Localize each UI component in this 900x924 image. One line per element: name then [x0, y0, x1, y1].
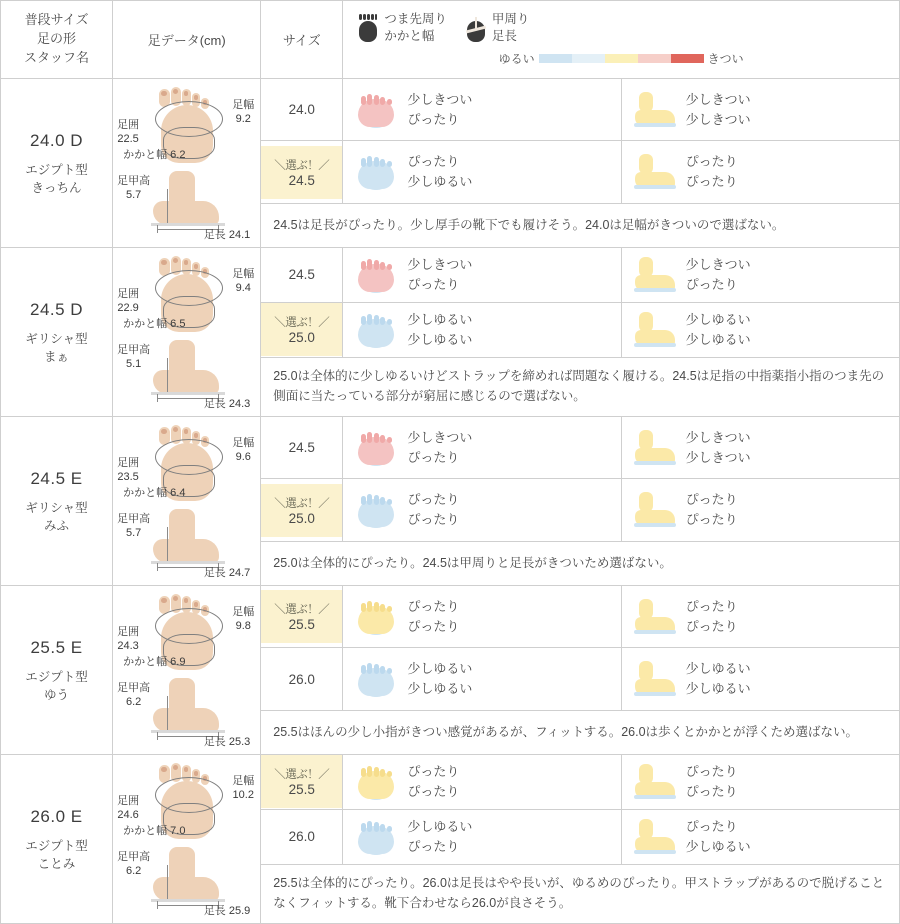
fit-rating-line-2: 少しきつい	[685, 449, 751, 465]
fit-rating-line-2: 少しゆるい	[407, 331, 473, 347]
staff-cell	[1, 248, 113, 417]
fit-foot-top-icon	[353, 597, 399, 637]
comment-cell	[261, 203, 900, 247]
fit-rating-cell-left	[343, 755, 620, 808]
trial-size-value: 26.0	[288, 829, 315, 845]
pick-flag: ＼選ぶ！／	[274, 604, 330, 617]
fit-cell-second-left	[343, 648, 621, 710]
fit-cell-first-right	[621, 248, 899, 303]
fit-cell-first-right	[621, 755, 899, 810]
fit-cell-first-left	[343, 248, 621, 303]
fit-rating-line-2: ぴったり	[685, 512, 738, 528]
instep-height-label: 足甲高 5.7	[117, 513, 151, 539]
size-cell-first	[261, 248, 343, 303]
fit-rating-line-1: ぴったり	[407, 153, 460, 169]
heel-width-label: かかと幅 7.0	[123, 825, 186, 837]
foot-data-cell	[113, 417, 261, 586]
staff-comment: 25.0は全体的にぴったり。24.5は甲周りと足長がきついため選ばない。	[273, 555, 672, 570]
header-legend-cell	[343, 1, 900, 79]
size-cell-second	[261, 141, 343, 203]
fit-cell-second-left	[343, 479, 621, 541]
fit-cell-first-left	[343, 79, 621, 141]
fit-cell-first-right	[621, 79, 899, 141]
staff-name: ことみ	[37, 857, 76, 872]
table-header-row	[1, 1, 900, 79]
fit-rating-line-2: 少しきつい	[685, 111, 751, 127]
fit-rating-line-2: 少しゆるい	[685, 331, 751, 347]
trial-size-cell	[261, 484, 342, 537]
size-cell-first	[261, 417, 343, 479]
foot-width-label: 足幅 9.6	[232, 437, 255, 463]
fit-foot-top-icon	[353, 659, 399, 699]
fit-rating-line-1: ぴったり	[685, 153, 738, 169]
staff-foot-type: エジプト型	[25, 838, 88, 853]
foot-data-figure	[113, 248, 260, 416]
legend-label-instep-girth: 甲周り	[491, 12, 530, 27]
foot-length-label: 足長 24.3	[203, 398, 251, 411]
fit-foot-top-icon	[353, 310, 399, 350]
fit-rating-line-2: ぴったり	[407, 449, 460, 465]
foot-data-figure	[113, 755, 260, 923]
fit-rating-line-1: ぴったり	[685, 763, 738, 779]
heel-width-label: かかと幅 6.2	[123, 149, 186, 161]
fit-sandal-side-icon	[632, 310, 678, 350]
size-cell-first	[261, 755, 343, 810]
header-footdata-label: 足データ(cm)	[147, 33, 226, 48]
foot-length-label: 足長 25.9	[203, 905, 251, 918]
fit-rating-line-1: 少しゆるい	[407, 660, 473, 676]
foot-width-label: 足幅 9.8	[232, 606, 255, 632]
staff-cell	[1, 586, 113, 755]
fit-cell-first-right	[621, 417, 899, 479]
fit-cell-first-right	[621, 586, 899, 648]
trial-size-cell	[261, 248, 342, 301]
header-staff-line-2: 足の形	[37, 31, 77, 47]
fit-rating-line-2: ぴったり	[407, 838, 460, 854]
foot-data-cell	[113, 248, 261, 417]
fit-sandal-side-icon	[632, 762, 678, 802]
fit-cell-second-left	[343, 141, 621, 203]
fit-cell-second-right	[621, 479, 899, 541]
staff-name: みふ	[44, 519, 70, 534]
instep-height-label: 足甲高 6.2	[117, 851, 151, 877]
size-cell-second	[261, 479, 343, 541]
fit-rating-line-2: 少しゆるい	[685, 838, 751, 854]
fit-foot-top-icon	[353, 817, 399, 857]
fit-rating-cell-left	[343, 146, 620, 199]
trial-size-value: 25.0	[288, 510, 315, 526]
staff-comment: 25.0は全体的に少しゆるいけどストラップを締めれば問題なく履ける。24.5は足指の中指薬指小指のつま先の側面に当たっている部分が窮屈に感じるので選ばない。	[273, 369, 885, 404]
fit-rating-line-1: 少しきつい	[685, 256, 751, 272]
trial-size-value: 24.5	[288, 440, 315, 456]
heel-width-label: かかと幅 6.5	[123, 318, 186, 330]
trial-size-value: 25.5	[288, 617, 315, 633]
fit-rating-cell-right	[622, 484, 899, 537]
fit-rating-line-1: 少しゆるい	[407, 311, 473, 327]
comment-cell	[261, 864, 900, 923]
fit-rating-cell-right	[622, 146, 899, 199]
fit-foot-top-icon	[353, 490, 399, 530]
fit-rating-line-2: 少しゆるい	[407, 174, 473, 190]
fit-rating-line-1: ぴったり	[407, 763, 460, 779]
staff-cell	[1, 79, 113, 248]
fit-rating-line-2: ぴったり	[407, 618, 460, 634]
foot-data-cell	[113, 586, 261, 755]
fit-rating-line-2: 少しゆるい	[685, 681, 751, 697]
staff-name: ゆう	[44, 688, 70, 703]
pick-flag: ＼選ぶ！／	[274, 497, 330, 510]
fit-rating-cell-left	[343, 484, 620, 537]
foot-circumference-label: 足囲 22.9	[117, 288, 140, 314]
fit-rating-line-1: 少しきつい	[685, 429, 751, 445]
foot-circumference-label: 足囲 23.5	[117, 457, 140, 483]
fit-sandal-side-icon	[632, 428, 678, 468]
fit-rating-cell-right	[622, 421, 899, 474]
staff-usual-size: 25.5 E	[30, 638, 83, 657]
fit-cell-first-left	[343, 586, 621, 648]
header-footdata-cell	[113, 1, 261, 79]
staff-comment: 25.5は全体的にぴったり。26.0は足長はやや長いが、ゆるめのぴったり。甲ストラップがあるので脱げることなくフィットする。靴下合わせなら26.0が良さそう。	[273, 876, 885, 911]
staff-comment: 24.5は足長がぴったり。少し厚手の靴下でも履けそう。24.0は足幅がきついので選ばない。	[273, 217, 785, 232]
fit-rating-line-1: ぴったり	[685, 818, 738, 834]
legend-label-heel-width: かかと幅	[384, 29, 435, 43]
fit-sandal-side-icon	[632, 490, 678, 530]
header-staff-line-3: スタッフ名	[24, 49, 90, 65]
staff-cell	[1, 417, 113, 586]
fit-foot-top-icon	[353, 428, 399, 468]
footprint-top-icon	[357, 13, 379, 43]
staff-usual-size: 24.0 D	[30, 131, 84, 150]
fit-rating-line-1: 少しゆるい	[685, 311, 751, 327]
fit-cell-second-left	[343, 809, 621, 864]
size-cell-second	[261, 648, 343, 710]
fit-rating-cell-right	[622, 755, 899, 808]
table-row	[1, 79, 900, 141]
fit-cell-second-right	[621, 302, 899, 357]
staff-foot-type: ギリシャ型	[25, 500, 88, 515]
trial-size-cell	[261, 653, 342, 706]
fit-rating-line-1: 少しきつい	[407, 429, 473, 445]
fit-rating-cell-left	[343, 590, 620, 643]
table-row	[1, 248, 900, 303]
staff-usual-size: 24.5 E	[30, 469, 83, 488]
foot-length-label: 足長 24.7	[203, 567, 251, 580]
fit-rating-line-1: 少しゆるい	[407, 818, 473, 834]
fit-rating-line-2: ぴったり	[685, 276, 738, 292]
comment-cell	[261, 541, 900, 585]
fit-rating-line-1: 少しきつい	[407, 91, 473, 107]
fit-sandal-side-icon	[632, 90, 678, 130]
fit-rating-cell-left	[343, 421, 620, 474]
fit-rating-cell-left	[343, 303, 620, 356]
size-cell-first	[261, 586, 343, 648]
fit-foot-top-icon	[353, 255, 399, 295]
fit-rating-line-2: ぴったり	[407, 111, 460, 127]
header-size-label: サイズ	[282, 33, 321, 48]
comment-cell	[261, 357, 900, 416]
trial-size-cell	[261, 303, 342, 356]
foot-data-figure	[113, 586, 260, 754]
fit-rating-line-1: 少しゆるい	[685, 660, 751, 676]
fit-rating-cell-right	[622, 590, 899, 643]
size-cell-first	[261, 79, 343, 141]
trial-size-cell	[261, 421, 342, 474]
fit-foot-top-icon	[353, 90, 399, 130]
foot-length-label: 足長 25.3	[203, 736, 251, 749]
table-row	[1, 755, 900, 810]
fit-rating-line-1: ぴったり	[407, 598, 460, 614]
legend-item-toe	[357, 11, 447, 45]
pick-flag: ＼選ぶ！／	[274, 159, 330, 172]
foot-width-label: 足幅 9.4	[232, 268, 255, 294]
staff-comment: 25.5はほんの少し小指がきつい感覚があるが、フィットする。26.0は歩くとかかとが浮くため選ばない。	[273, 724, 859, 739]
legend-scale-right: きつい	[707, 51, 744, 66]
staff-name: まぁ	[44, 350, 70, 365]
fit-sandal-side-icon	[632, 152, 678, 192]
fit-sandal-side-icon	[632, 817, 678, 857]
pick-flag: ＼選ぶ！／	[274, 317, 330, 330]
fit-rating-cell-left	[343, 810, 620, 863]
staff-usual-size: 26.0 E	[30, 807, 83, 826]
pick-flag: ＼選ぶ！／	[274, 769, 330, 782]
foot-data-cell	[113, 755, 261, 924]
trial-size-value: 24.5	[288, 267, 315, 283]
fit-cell-second-left	[343, 302, 621, 357]
legend-scale	[349, 50, 893, 67]
fit-rating-line-2: ぴったり	[407, 512, 460, 528]
foot-data-cell	[113, 79, 261, 248]
header-staff-cell	[1, 1, 113, 79]
legend-scale-bars	[539, 54, 704, 63]
legend-item-instep	[465, 11, 530, 45]
fit-rating-cell-left	[343, 248, 620, 301]
foot-data-figure	[113, 79, 260, 247]
staff-name: きっちん	[31, 181, 82, 196]
fit-rating-cell-left	[343, 653, 620, 706]
staff-usual-size: 24.5 D	[30, 300, 84, 319]
foot-circumference-label: 足囲 24.3	[117, 626, 140, 652]
trial-size-cell	[261, 83, 342, 136]
trial-size-value: 24.5	[288, 172, 315, 188]
table-row	[1, 417, 900, 479]
trial-size-value: 25.5	[288, 782, 315, 798]
fit-cell-second-right	[621, 648, 899, 710]
heel-width-label: かかと幅 6.4	[123, 487, 186, 499]
fit-rating-line-2: ぴったり	[685, 783, 738, 799]
fit-rating-cell-right	[622, 303, 899, 356]
fit-rating-line-2: ぴったり	[685, 174, 738, 190]
staff-cell	[1, 755, 113, 924]
fit-sandal-side-icon	[632, 659, 678, 699]
trial-size-cell	[261, 755, 342, 808]
trial-size-cell	[261, 590, 342, 643]
legend-scale-left: ゆるい	[498, 51, 535, 66]
instep-height-label: 足甲高 5.7	[117, 175, 151, 201]
header-size-cell	[261, 1, 343, 79]
legend-label-foot-length: 足長	[491, 29, 517, 43]
fit-rating-line-2: 少しゆるい	[407, 681, 473, 697]
fit-rating-cell-left	[343, 83, 620, 136]
trial-size-value: 26.0	[288, 671, 315, 687]
fit-rating-cell-right	[622, 248, 899, 301]
instep-height-label: 足甲高 5.1	[117, 344, 151, 370]
staff-foot-type: エジプト型	[25, 669, 88, 684]
fit-cell-first-left	[343, 417, 621, 479]
trial-size-cell	[261, 146, 342, 199]
foot-circumference-label: 足囲 22.5	[117, 119, 140, 145]
fit-cell-second-right	[621, 141, 899, 203]
header-staff-line-1: 普段サイズ	[24, 12, 89, 28]
fit-cell-second-right	[621, 809, 899, 864]
size-cell-second	[261, 809, 343, 864]
instep-height-label: 足甲高 6.2	[117, 682, 151, 708]
thong-sandal-icon	[465, 13, 487, 43]
fit-sandal-side-icon	[632, 255, 678, 295]
foot-width-label: 足幅 9.2	[232, 99, 255, 125]
trial-size-value: 24.0	[288, 102, 315, 118]
foot-width-label: 足幅 10.2	[232, 775, 255, 801]
fit-rating-line-2: ぴったり	[407, 276, 460, 292]
fit-foot-top-icon	[353, 762, 399, 802]
table-row	[1, 586, 900, 648]
trial-size-value: 25.0	[288, 330, 315, 346]
legend-label-toe-girth: つま先周り	[384, 12, 447, 27]
fit-foot-top-icon	[353, 152, 399, 192]
fit-rating-line-2: ぴったり	[685, 618, 738, 634]
fit-rating-line-1: 少しきつい	[407, 256, 473, 272]
foot-circumference-label: 足囲 24.6	[117, 795, 140, 821]
fit-rating-line-1: ぴったり	[685, 491, 738, 507]
fit-rating-cell-right	[622, 810, 899, 863]
foot-length-label: 足長 24.1	[203, 229, 251, 242]
fit-rating-line-2: ぴったり	[407, 783, 460, 799]
foot-data-figure	[113, 417, 260, 585]
staff-foot-type: ギリシャ型	[25, 331, 88, 346]
heel-width-label: かかと幅 6.9	[123, 656, 186, 668]
trial-size-cell	[261, 810, 342, 863]
comment-cell	[261, 710, 900, 754]
fit-rating-cell-right	[622, 653, 899, 706]
fit-rating-line-1: ぴったり	[685, 598, 738, 614]
staff-foot-type: エジプト型	[25, 162, 88, 177]
fit-rating-line-1: 少しきつい	[685, 91, 751, 107]
fit-rating-line-1: ぴったり	[407, 491, 460, 507]
fit-cell-first-left	[343, 755, 621, 810]
fit-sandal-side-icon	[632, 597, 678, 637]
fit-rating-cell-right	[622, 83, 899, 136]
size-cell-second	[261, 302, 343, 357]
